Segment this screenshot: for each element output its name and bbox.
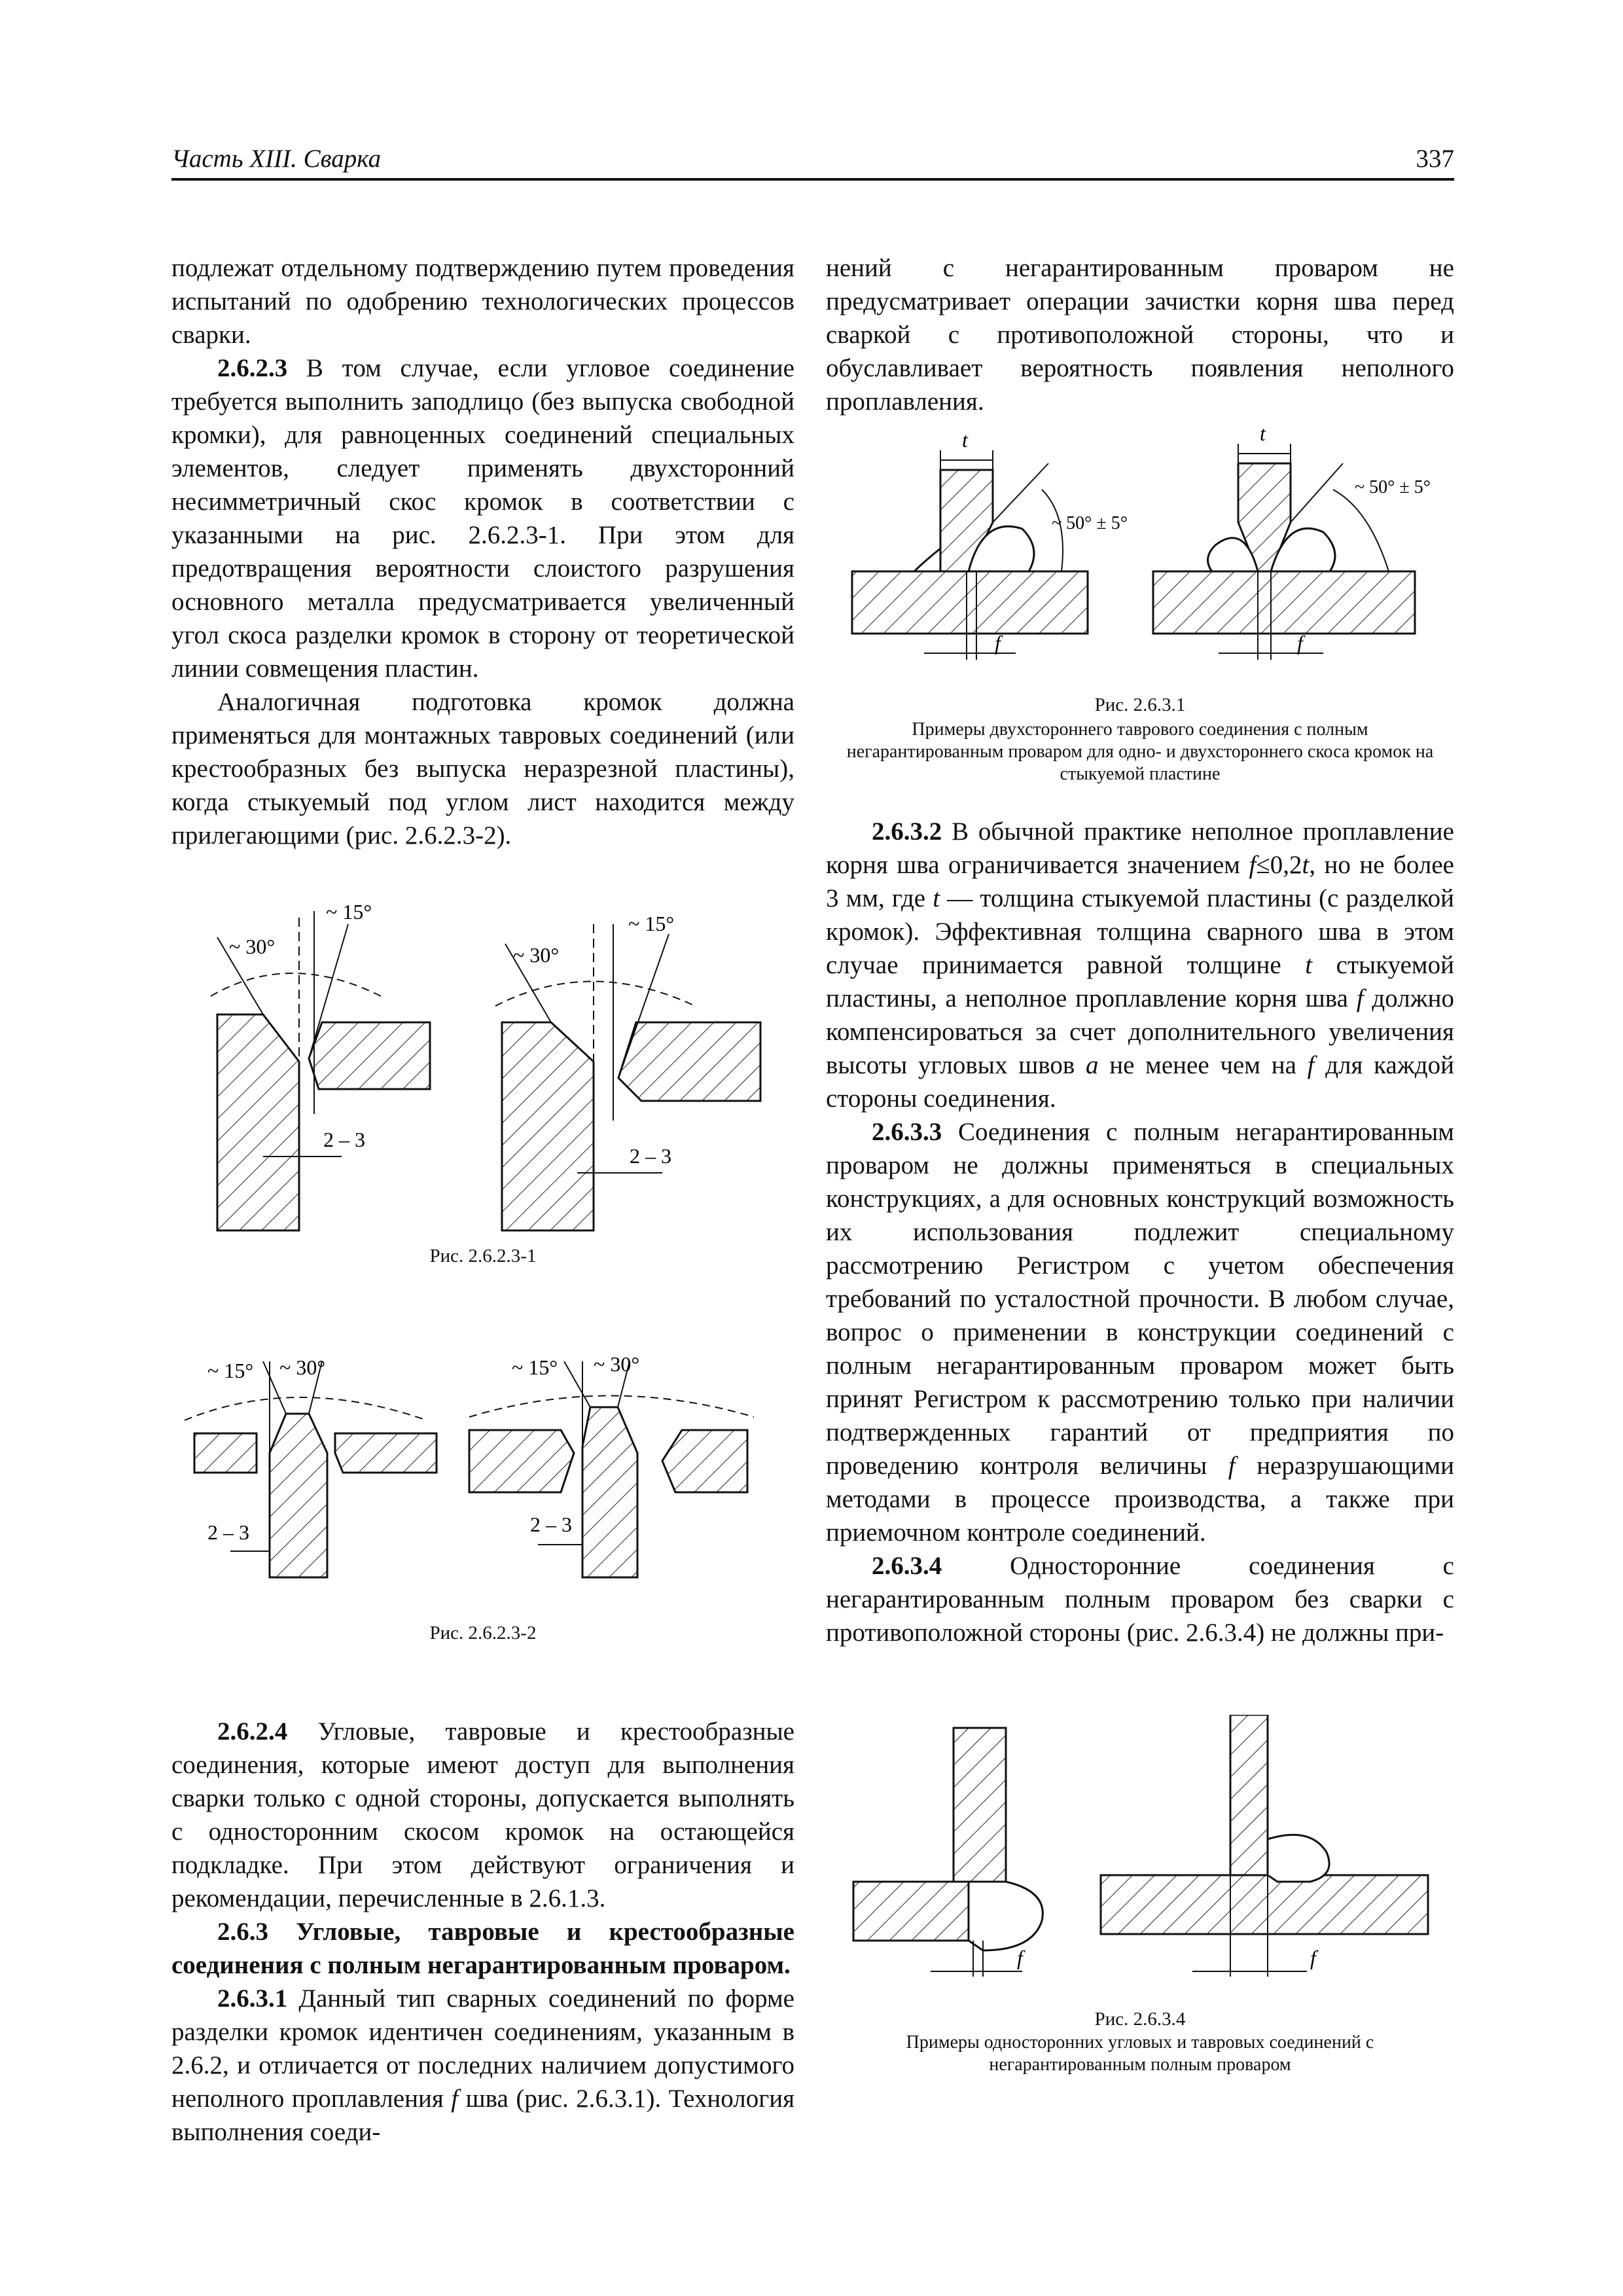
right-plate (335, 1433, 437, 1473)
figure-drawing (171, 898, 794, 1265)
angle-label: ~ 15° (326, 900, 372, 924)
figure-2-6-2-3-1 (171, 898, 794, 1291)
paragraph-2-6-2-4: 2.6.2.4 Угловые, тавровые и крестообразные соединения, которые имеют доступ для выполнения сварки только с одной стороны, допускается выполнять с односторонним скосом кромок на остающейся подкладке. При этом действуют ограничения и рекомендации, перечисленные в 2.6.1.3. (171, 1717, 794, 1912)
stem-plate (954, 1728, 1006, 1882)
paragraph: подлежат отдельному подтверждению путем проведения испытаний по одобрению технологических процессов сварки. (171, 254, 794, 349)
base-plate (853, 1882, 969, 1941)
figure-2-6-2-3-2 (171, 1348, 794, 1649)
angle-label: ~ 50° ± 5° (1355, 477, 1431, 497)
angle-label: ~ 15° (512, 1355, 558, 1379)
paragraph-2-6-3-1: 2.6.3.1 Данный тип сварных соединений по форме разделки кромок идентичен соединениям, указанным в 2.6.2, и отличается от последних наличием допустимого неполного проплавления f шва (рис. 2.6.3.1). Технология выполнения соеди- (171, 1984, 795, 2146)
page-number: 337 (1416, 145, 1454, 173)
header-rule (171, 178, 1454, 181)
t-label: t (1260, 424, 1266, 445)
left-plate (469, 1430, 574, 1492)
gap-label: 2 – 3 (323, 1128, 365, 1151)
paragraph-2-6-2-3: 2.6.2.3 В том случае, если угловое соединение требуется выполнить заподлицо (без выпуска свободной кромки), для равноценных соединений специальных элементов, следует применять двухсторонний несимметричный скос кромок в соответствии с указанными на рис. 2.6.2.3-1. При этом для предотвращения вероятности слоистого разрушения основного металла предусматривается увеличенный угол скоса разделки кромок в сторону от теоретической линии совмещения пластин. (171, 354, 794, 683)
vertical-plate (502, 1022, 594, 1230)
figure-subcaption: Примеры двухстороннего таврового соединения с полным негарантированным проваром для одно- и двухстороннего скоса кромок на стыкуемой пластине (846, 719, 1434, 784)
gap-label: 2 – 3 (530, 1513, 572, 1536)
paragraph-2-6-3-4: 2.6.3.4 Односторонние соединения с негарантированным полным проваром без сварки с противоположной стороны (рис. 2.6.3.4) не должны при- (826, 1552, 1454, 1647)
angle-label: ~ 30° (513, 943, 560, 967)
gap-label: 2 – 3 (630, 1144, 671, 1168)
horizontal-plate (618, 1022, 760, 1101)
f-label: f (1310, 1946, 1316, 1969)
f-label: f (1297, 631, 1303, 655)
right-plate (662, 1430, 747, 1492)
f-label: f (995, 631, 1001, 655)
left-plate (194, 1433, 257, 1473)
angle-label: ~ 30° (229, 935, 276, 958)
base-plate (1153, 571, 1415, 634)
vertical-plate (217, 1014, 299, 1230)
clause-number: 2.6.3.4 (872, 1552, 942, 1580)
vertical-plate (582, 1407, 637, 1577)
angle-label: ~ 15° (628, 912, 675, 935)
f-label: f (1017, 1946, 1023, 1969)
figure-2-6-3-1 (826, 424, 1454, 791)
angle-label: ~ 30° (594, 1352, 640, 1376)
weld-bead (969, 1882, 1043, 1950)
paragraph-2-6-3-3: 2.6.3.3 Соединения с полным негарантированным проваром не должны применяться в специальных конструкциях, а для основных конструкций возможность их использования подлежит специальному рассмотрению Регистром с учетом обеспечения требований по усталостной прочности. В любом случае, вопрос о применении в конструкции соединений с полным негарантированным проваром может быть принят Регистром к рассмотрению только при наличии подтвержденных гарантий от предприятия по проведению контроля величины f неразрушающими методами в процессе производства, а также при приемочном контроле соединений. (826, 1118, 1454, 1547)
paragraph: нений с негарантированным проваром не предусматривает операции зачистки корня шва перед сваркой с противоположной стороны, что и обуславливает вероятность появления неполного проплавления. (826, 254, 1454, 416)
figure-drawing (171, 1348, 794, 1617)
angle-label: ~ 30° (279, 1355, 326, 1379)
paragraph-2-6-3-2: 2.6.3.2 В обычной практике неполное проплавление корня шва ограничивается значением f≤0,2t, но не более 3 мм, где t — толщина стыкуемой пластины (с разделкой кромок). Эффективная толщина сварного шва в этом случае принимается равной толщине t стыкуемой пластины, а неполное проплавление корня шва f должно компенсироваться за счет дополнительного увеличения высоты угловых швов a не менее чем на f для каждой стороны соединения. (826, 817, 1455, 1113)
clause-number: 2.6.2.4 (217, 1717, 288, 1746)
base-plate (852, 571, 1088, 634)
weld-bead (1268, 1835, 1329, 1882)
paragraph: Аналогичная подготовка кромок должна применяться для монтажных тавровых соединений (или крестообразных без выпуска неразрезной пластины), когда стыкуемый под углом лист находится между прилегающими (рис. 2.6.2.3-2). (171, 688, 794, 850)
t-label: t (962, 428, 968, 452)
stem-plate (1230, 1715, 1268, 1875)
figure-drawing (826, 424, 1454, 686)
figure-caption: Рис. 2.6.2.3-1 (429, 1246, 537, 1266)
running-title: Часть XIII. Сварка (171, 145, 382, 173)
weld-bead (914, 548, 940, 571)
page-header (171, 139, 1454, 177)
angle-label: ~ 50° ± 5° (1052, 513, 1128, 533)
angle-label: ~ 15° (207, 1359, 254, 1382)
clause-number: 2.6.3.2 (872, 817, 942, 846)
horizontal-plate (309, 1022, 430, 1089)
figure-drawing (826, 1715, 1454, 1996)
base-plate (1101, 1875, 1428, 1934)
clause-number: 2.6.2.3 (217, 354, 288, 382)
figure-caption: Рис. 2.6.2.3-2 (429, 1623, 537, 1643)
clause-number: 2.6.3.1 (217, 1984, 288, 2013)
figure-caption: Рис. 2.6.3.1 (1094, 694, 1186, 715)
figure-2-6-3-4 (826, 1715, 1454, 2101)
section-heading-2-6-3: 2.6.3 Угловые, тавровые и крестообразные соединения с полным негарантированным проваром. (171, 1918, 794, 1979)
gap-label: 2 – 3 (207, 1520, 249, 1544)
figure-caption: Рис. 2.6.3.4 (1094, 2009, 1186, 2030)
clause-number: 2.6.3.3 (872, 1118, 942, 1146)
vertical-plate (270, 1414, 327, 1577)
figure-subcaption: Примеры односторонних угловых и тавровых соединений с негарантированным полным проваром (906, 2032, 1374, 2075)
